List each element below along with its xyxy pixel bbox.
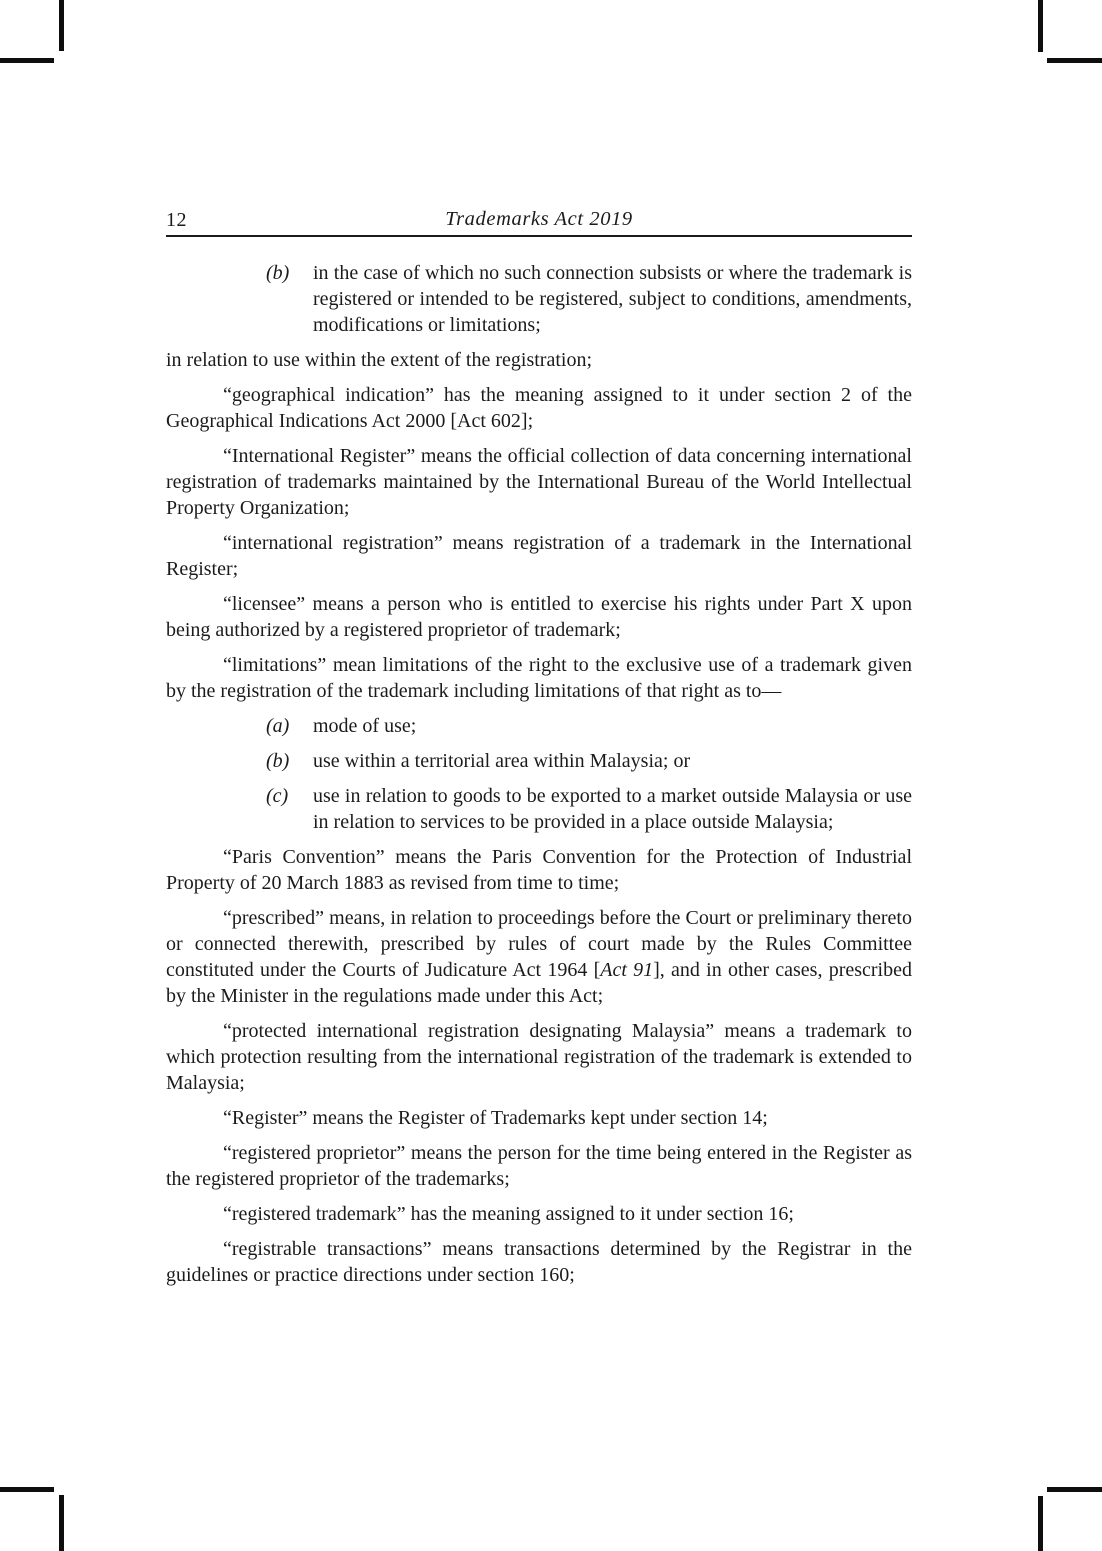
list-item xyxy=(166,748,912,774)
paragraph xyxy=(166,905,912,1009)
list-item xyxy=(166,783,912,835)
crop-mark-bottom-left-vertical xyxy=(59,1495,64,1551)
text-run: “registered trademark” has the meaning assigned to it under section 16; xyxy=(223,1203,794,1225)
text-run: “licensee” means a person who is entitled to exercise his rights under Part X upon being authorized by a registered proprietor of trademark; xyxy=(166,593,912,641)
crop-mark-top-left-vertical xyxy=(59,0,64,51)
text-run: “Register” means the Register of Trademarks kept under section 14; xyxy=(223,1107,768,1129)
text-run: “registrable transactions” means transactions determined by the Registrar in the guidelines or practice directions under section 160; xyxy=(166,1238,912,1286)
item-marker: (b) xyxy=(266,750,290,772)
list-item xyxy=(166,713,912,739)
crop-mark-top-left-horizontal xyxy=(0,58,54,63)
running-title: Trademarks Act 2019 xyxy=(445,208,633,230)
document-body xyxy=(166,260,912,1288)
text-run: “Paris Convention” means the Paris Convention for the Protection of Industrial Property of 20 March 1883 as revised from time to time; xyxy=(166,846,912,894)
text-run: “limitations” mean limitations of the right to the exclusive use of a trademark given by the registration of the trademark including limitations of that right as to— xyxy=(166,654,912,702)
text-run: use within a territorial area within Malaysia; or xyxy=(313,750,691,772)
paragraph xyxy=(166,1201,912,1227)
list-item xyxy=(166,260,912,338)
text-run: ], and in other cases, prescribed by the Minister in the regulations made under this Act; xyxy=(166,959,912,1007)
paragraph xyxy=(166,591,912,643)
paragraph xyxy=(166,844,912,896)
text-run: mode of use; xyxy=(313,715,417,737)
item-marker: (a) xyxy=(266,715,290,737)
text-run: “geographical indication” has the meaning assigned to it under section 2 of the Geographical Indications Act 2000 [Act 602]; xyxy=(166,384,912,432)
crop-mark-bottom-right-horizontal xyxy=(1047,1487,1102,1492)
paragraph xyxy=(166,443,912,521)
paragraph xyxy=(166,652,912,704)
text-run: in the case of which no such connection subsists or where the trademark is registered or intended to be registered, subject to conditions, amendments, modifications or limitations; xyxy=(313,262,912,336)
item-marker: (c) xyxy=(266,785,289,807)
paragraph xyxy=(166,347,912,373)
text-run: “International Register” means the official collection of data concerning international registration of trademarks maintained by the International Bureau of the World Intellectual Property Organization; xyxy=(166,445,912,519)
paragraph xyxy=(166,1236,912,1288)
text-run: Act 91 xyxy=(600,959,654,981)
text-run: “prescribed” means, in relation to proceedings before the Court or preliminary thereto or connected therewith, prescribed by rules of court made by the Rules Committee constituted under the Courts of Judicature Act 1964 [ xyxy=(166,907,912,981)
paragraph xyxy=(166,1018,912,1096)
text-run: “registered proprietor” means the person for the time being entered in the Register as the registered proprietor of the trademarks; xyxy=(166,1142,912,1190)
text-run: use in relation to goods to be exported to a market outside Malaysia or use in relation to services to be provided in a place outside Malaysia; xyxy=(313,785,912,833)
page-header xyxy=(166,208,912,237)
page-number: 12 xyxy=(166,209,187,231)
paragraph xyxy=(166,1140,912,1192)
item-marker: (b) xyxy=(266,262,290,284)
text-run: “international registration” means registration of a trademark in the International Register; xyxy=(166,532,912,580)
text-run: in relation to use within the extent of the registration; xyxy=(166,349,593,371)
crop-mark-bottom-left-horizontal xyxy=(0,1487,54,1492)
paragraph xyxy=(166,1105,912,1131)
crop-mark-bottom-right-vertical xyxy=(1038,1496,1043,1551)
text-run: “protected international registration designating Malaysia” means a trademark to which protection resulting from the international registration of the trademark is extended to Malaysia; xyxy=(166,1020,912,1094)
crop-mark-top-right-horizontal xyxy=(1047,58,1102,63)
paragraph xyxy=(166,382,912,434)
page-content xyxy=(166,208,912,1297)
paragraph xyxy=(166,530,912,582)
crop-mark-top-right-vertical xyxy=(1038,0,1043,52)
